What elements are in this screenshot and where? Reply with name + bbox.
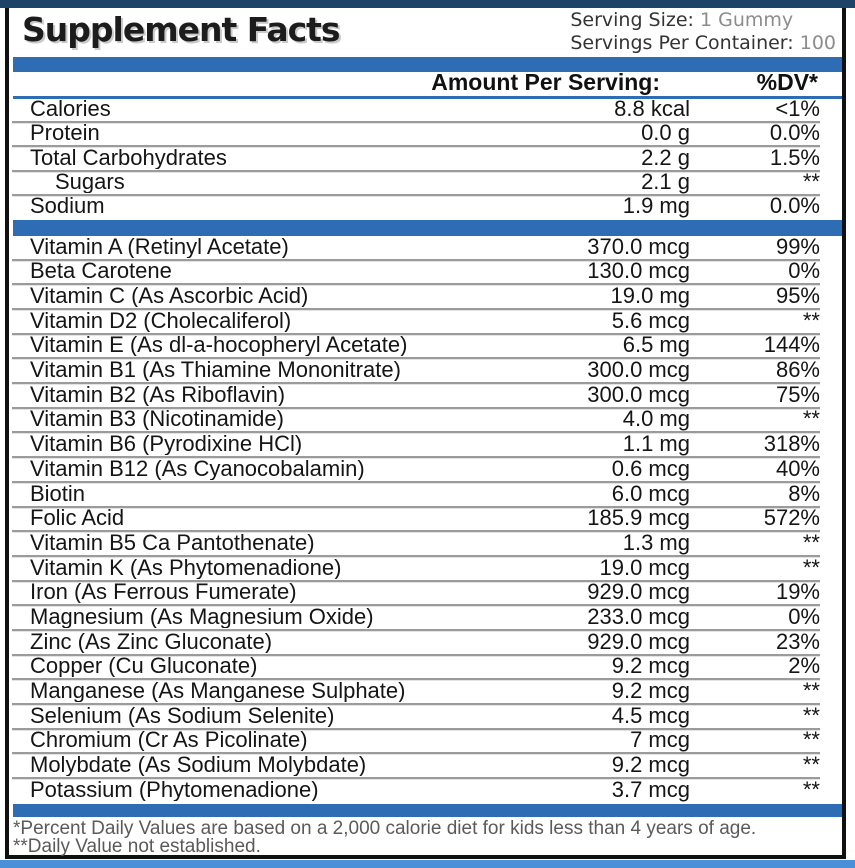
nutrient-amount: 929.0 mcg [587,579,690,605]
nutrient-name: Vitamin E (As dl-a-hocopheryl Acetate) [30,334,408,357]
nutrient-dv: ** [802,727,820,753]
nutrient-name: Manganese (As Manganese Sulphate) [30,680,406,702]
nutrient-dv: ** [802,307,820,333]
blue-divider-bar [13,57,842,72]
nutrient-dv: 0.0% [769,120,820,146]
nutrient-amount: 9.2 mcg [611,752,690,778]
nutrient-name: Copper (Cu Gluconate) [30,655,258,678]
nutrient-amount: 2.2 g [641,144,690,170]
nutrient-amount: 19.0 mcg [599,554,690,580]
nutrient-amount: 8.8 kcal [614,96,690,122]
serving-size-label: Serving Size: [570,9,694,31]
nutrient-dv: 0.0% [769,192,820,218]
table-row [12,727,820,755]
nutrient-name: Vitamin D2 (Cholecaliferol) [30,309,292,332]
nutrient-dv: ** [802,678,820,703]
nutrient-amount: 4.0 mg [622,406,690,432]
nutrient-amount: 4.5 mcg [611,702,690,728]
nutrient-dv: 0% [788,603,820,629]
servings-per-container-line [570,32,836,55]
blue-divider-bar [13,804,842,817]
nutrient-amount: 929.0 mcg [587,628,690,654]
nutrient-amount: 300.0 mcg [587,381,690,407]
footnotes [13,817,842,858]
nutrient-dv: 144% [763,332,820,358]
table-row [12,653,820,681]
nutrient-dv: ** [802,529,820,555]
nutrient-name: Vitamin B5 Ca Pantothenate) [30,531,315,554]
nutrient-name: Potassium (Phytomenadione) [30,778,319,801]
table-row [12,680,820,705]
nutrient-name: Vitamin B12 (As Cyanocobalamin) [30,457,365,480]
nutrient-amount: 0.6 mcg [611,455,690,481]
nutrient-dv: ** [802,776,820,802]
nutrient-name: Vitamin B1 (As Thiamine Mononitrate) [30,359,401,382]
nutrient-amount: 1.9 mg [622,192,690,218]
macro-rows [9,96,842,220]
nutrient-amount: 5.6 mcg [611,307,690,333]
nutrient-dv: 99% [775,233,820,259]
table-row [12,433,820,458]
nutrient-amount: 1.1 mg [622,431,690,457]
table-row [12,406,820,434]
blue-divider-bar [13,220,842,236]
nutrient-name: Biotin [30,482,86,505]
table-row [12,168,820,196]
nutrient-amount: 1.3 mg [622,529,690,555]
nutrient-amount: 0.0 g [641,120,690,146]
nutrient-name: Sodium [30,194,105,217]
supplement-facts-label [5,8,846,859]
nutrient-dv: 40% [775,455,820,481]
nutrient-dv: 86% [775,357,820,383]
nutrient-amount: 7 mcg [630,727,690,753]
table-row [12,144,820,171]
serving-size-value: 1 Gummy [700,9,794,31]
table-row [12,192,820,220]
nutrient-name: Beta Carotene [30,260,172,283]
nutrient-amount: 233.0 mcg [587,603,690,629]
nutrient-dv: 572% [763,505,820,531]
table-row [12,381,820,409]
nutrient-name: Vitamin A (Retinyl Acetate) [30,235,289,258]
table-row [12,702,820,730]
bottom-blue-strip [0,860,855,868]
nutrient-name: Selenium (As Sodium Selenite) [30,704,335,727]
nutrient-dv: 23% [775,628,820,654]
column-headers [9,69,842,96]
nutrient-amount: 130.0 mcg [587,258,690,284]
nutrient-amount: 300.0 mcg [587,357,690,383]
nutrient-name: Sugars [55,170,125,193]
top-navy-strip [0,0,855,8]
nutrient-name: Folic Acid [30,507,125,530]
nutrient-name: Chromium (Cr As Picolinate) [30,729,308,752]
nutrient-dv: <1% [775,96,820,122]
nutrient-amount: 9.2 mcg [611,653,690,679]
nutrient-name: Protein [30,122,100,145]
serving-info [570,9,836,55]
footnote-dv-not-established: **Daily Value not established. [13,836,261,858]
table-row [12,307,820,335]
table-row [12,285,820,310]
nutrient-amount: 9.2 mcg [611,678,690,703]
nutrient-amount: 2.1 g [641,168,690,194]
nutrient-name: Zinc (As Zinc Gluconate) [30,630,273,653]
nutrient-name: Iron (As Ferrous Fumerate) [30,581,297,604]
table-row [12,554,820,582]
nutrient-dv: 0% [788,258,820,284]
serving-size-line [570,9,836,32]
label-header [9,8,842,57]
table-row [12,628,820,656]
table-row [12,96,820,123]
table-row [12,233,820,261]
nutrient-name: Vitamin B2 (As Riboflavin) [30,383,286,406]
nutrient-amount: 19.0 mg [610,283,690,308]
nutrient-name: Calories [30,98,111,121]
table-row [12,480,820,508]
nutrient-dv: 19% [775,579,820,605]
nutrient-dv: ** [802,702,820,728]
nutrient-name: Molybdate (As Sodium Molybdate) [30,754,367,777]
table-row [12,776,820,804]
nutrient-name: Total Carbohydrates [30,146,227,169]
servings-per-container-label: Servings Per Container: [570,32,794,54]
table-row [12,332,820,360]
table-row [12,455,820,483]
nutrient-name: Vitamin C (As Ascorbic Acid) [30,285,309,307]
nutrient-dv: ** [802,752,820,778]
nutrient-dv: ** [802,554,820,580]
page-title: Supplement Facts [22,10,340,49]
table-row [12,579,820,607]
footnote-daily-values: *Percent Daily Values are based on a 2,000 calorie diet for kids less than 4 years of age. [13,817,757,839]
amount-per-serving-header: Amount Per Serving: [431,69,660,95]
table-row [12,529,820,557]
table-row [12,603,820,631]
nutrient-dv: 318% [763,431,820,457]
nutrient-dv: 8% [788,480,820,506]
table-row [12,120,820,147]
nutrient-dv: 1.5% [769,144,820,170]
table-row [12,505,820,533]
nutrient-name: Vitamin K (As Phytomenadione) [30,556,342,579]
nutrient-dv: 95% [775,283,820,308]
nutrient-amount: 6.5 mg [622,332,690,358]
nutrient-dv: ** [802,168,820,194]
nutrient-dv: 2% [788,653,820,679]
nutrient-name: Vitamin B3 (Nicotinamide) [30,408,284,431]
nutrient-dv: 75% [775,381,820,407]
nutrient-rows [9,233,842,804]
table-row [12,754,820,779]
nutrient-name: Vitamin B6 (Pyrodixine HCl) [30,433,303,456]
nutrient-amount: 185.9 mcg [587,505,690,531]
table-row [12,258,820,286]
nutrient-name: Magnesium (As Magnesium Oxide) [30,605,374,628]
nutrient-dv: ** [802,406,820,432]
nutrient-amount: 6.0 mcg [611,480,690,506]
servings-per-container-value: 100 [799,32,836,54]
percent-dv-header: %DV* [756,69,818,95]
nutrient-amount: 3.7 mcg [611,776,690,802]
nutrient-amount: 370.0 mcg [587,233,690,259]
table-row [12,359,820,384]
